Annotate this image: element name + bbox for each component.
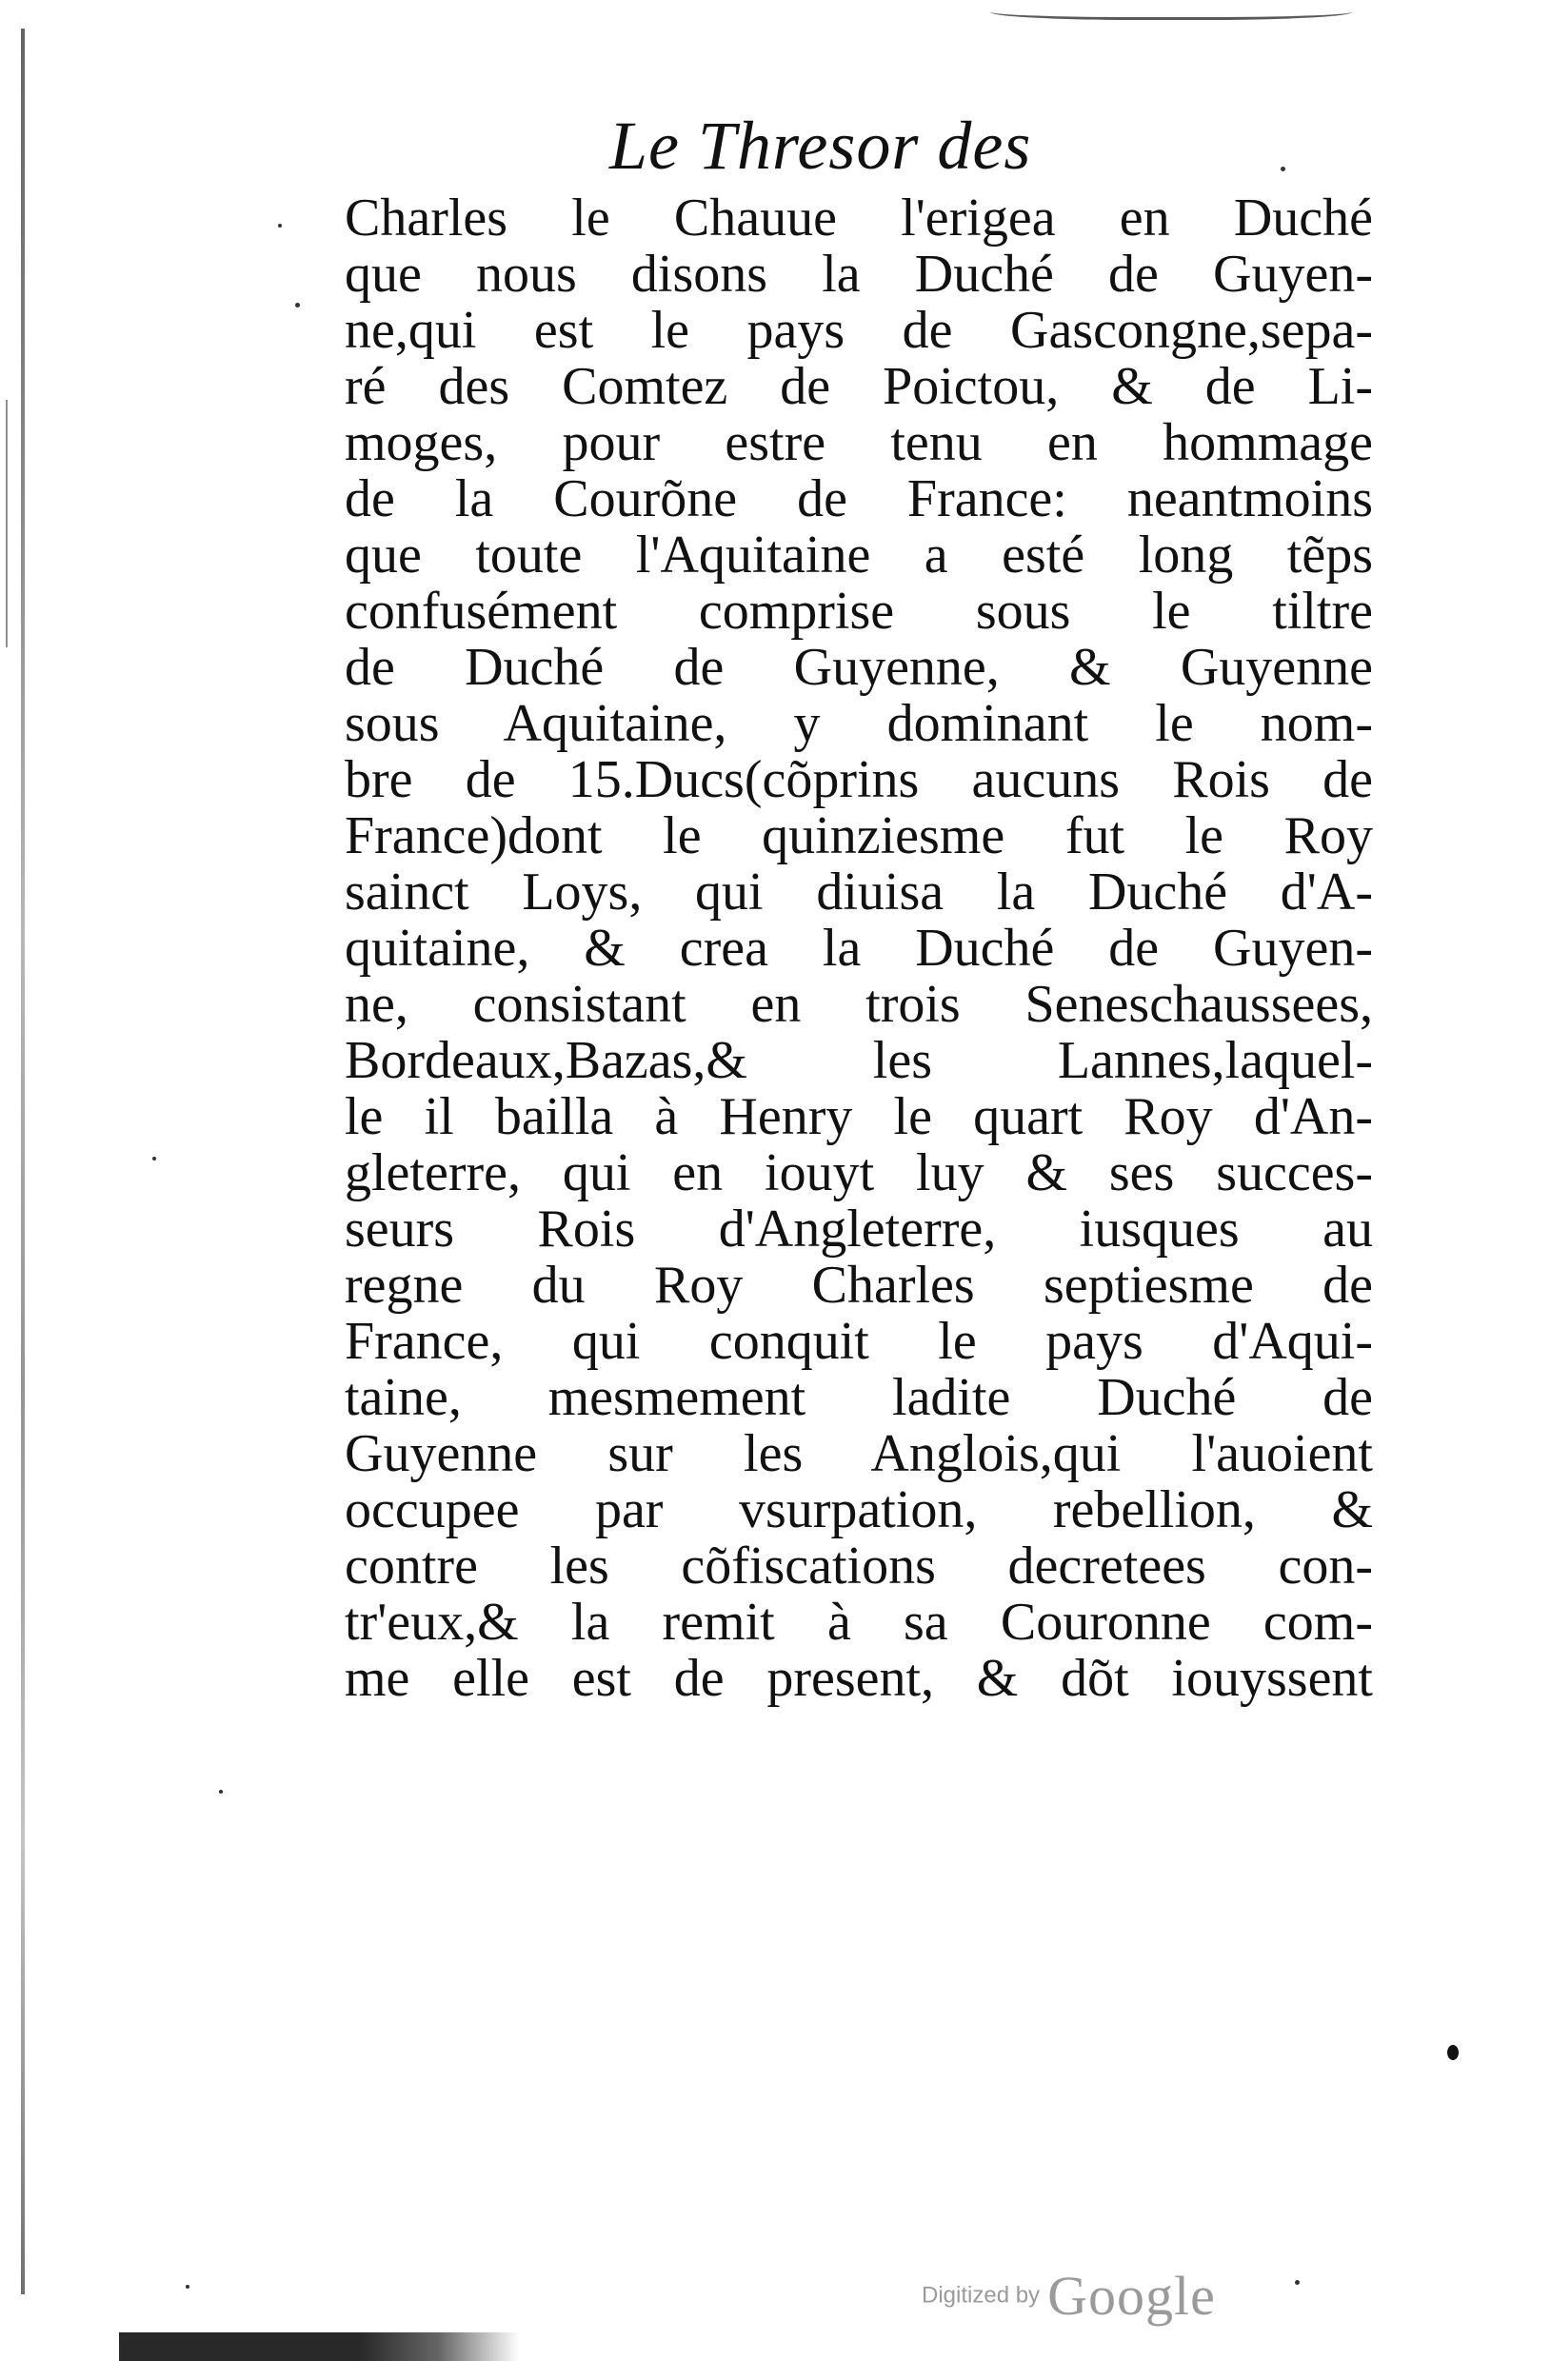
scan-edge-left bbox=[21, 29, 25, 2294]
scan-speck bbox=[1295, 2280, 1300, 2285]
text-line: me elle est de present, & dõt iouyssent bbox=[345, 1651, 1373, 1707]
scan-speck bbox=[219, 1790, 223, 1794]
text-line: France)dont le quinziesme fut le Roy bbox=[345, 808, 1373, 864]
text-line: regne du Roy Charles septiesme de bbox=[345, 1258, 1373, 1314]
text-line: ne, consistant en trois Seneschaussees, bbox=[345, 977, 1373, 1033]
body-text bbox=[345, 190, 1373, 1707]
text-line: seurs Rois d'Angleterre, iusques au bbox=[345, 1201, 1373, 1258]
scan-speck bbox=[278, 224, 282, 228]
text-line: tr'eux,& la remit à sa Couronne com- bbox=[345, 1595, 1373, 1651]
text-line: bre de 15.Ducs(cõprins aucuns Rois de bbox=[345, 752, 1373, 808]
text-line: gleterre, qui en iouyt luy & ses succes- bbox=[345, 1145, 1373, 1201]
text-line: sous Aquitaine, y dominant le nom- bbox=[345, 696, 1373, 752]
digitized-by-google-watermark bbox=[922, 2264, 1216, 2328]
text-line: Charles le Chauue l'erigea en Duché bbox=[345, 190, 1373, 247]
running-header: Le Thresor des bbox=[609, 108, 1032, 184]
scan-speck bbox=[186, 2285, 189, 2289]
text-line: de Duché de Guyenne, & Guyenne bbox=[345, 640, 1373, 696]
text-line: taine, mesmement ladite Duché de bbox=[345, 1370, 1373, 1426]
text-line: confusément comprise sous le tiltre bbox=[345, 584, 1373, 640]
text-line: moges, pour estre tenu en hommage bbox=[345, 415, 1373, 471]
text-line: Guyenne sur les Anglois,qui l'auoient bbox=[345, 1426, 1373, 1482]
scan-speck bbox=[1281, 167, 1285, 171]
google-logo: Google bbox=[1047, 2265, 1216, 2327]
text-line: que toute l'Aquitaine a esté long tẽps bbox=[345, 527, 1373, 584]
text-line: Bordeaux,Bazas,& les Lannes,laquel- bbox=[345, 1033, 1373, 1089]
text-line: que nous disons la Duché de Guyen- bbox=[345, 247, 1373, 303]
margin-dot-mark bbox=[1447, 2045, 1459, 2060]
text-line: quitaine, & crea la Duché de Guyen- bbox=[345, 921, 1373, 977]
text-line: ne,qui est le pays de Gascongne,sepa- bbox=[345, 303, 1373, 359]
text-line: France, qui conquit le pays d'Aqui- bbox=[345, 1314, 1373, 1370]
watermark-prefix: Digitized by bbox=[922, 2282, 1041, 2309]
scan-edge-bottom bbox=[119, 2332, 519, 2361]
scan-edge-left-secondary bbox=[6, 400, 8, 647]
scan-speck bbox=[295, 303, 300, 307]
text-line: le il bailla à Henry le quart Roy d'An- bbox=[345, 1089, 1373, 1145]
text-line: sainct Loys, qui diuisa la Duché d'A- bbox=[345, 864, 1373, 921]
text-line: occupee par vsurpation, rebellion, & bbox=[345, 1482, 1373, 1538]
text-line: ré des Comtez de Poictou, & de Li- bbox=[345, 359, 1373, 415]
scan-edge-top bbox=[990, 0, 1352, 20]
text-line: de la Courõne de France: neantmoins bbox=[345, 471, 1373, 527]
text-line: contre les cõfiscations decretees con- bbox=[345, 1538, 1373, 1595]
scan-speck bbox=[152, 1157, 156, 1160]
